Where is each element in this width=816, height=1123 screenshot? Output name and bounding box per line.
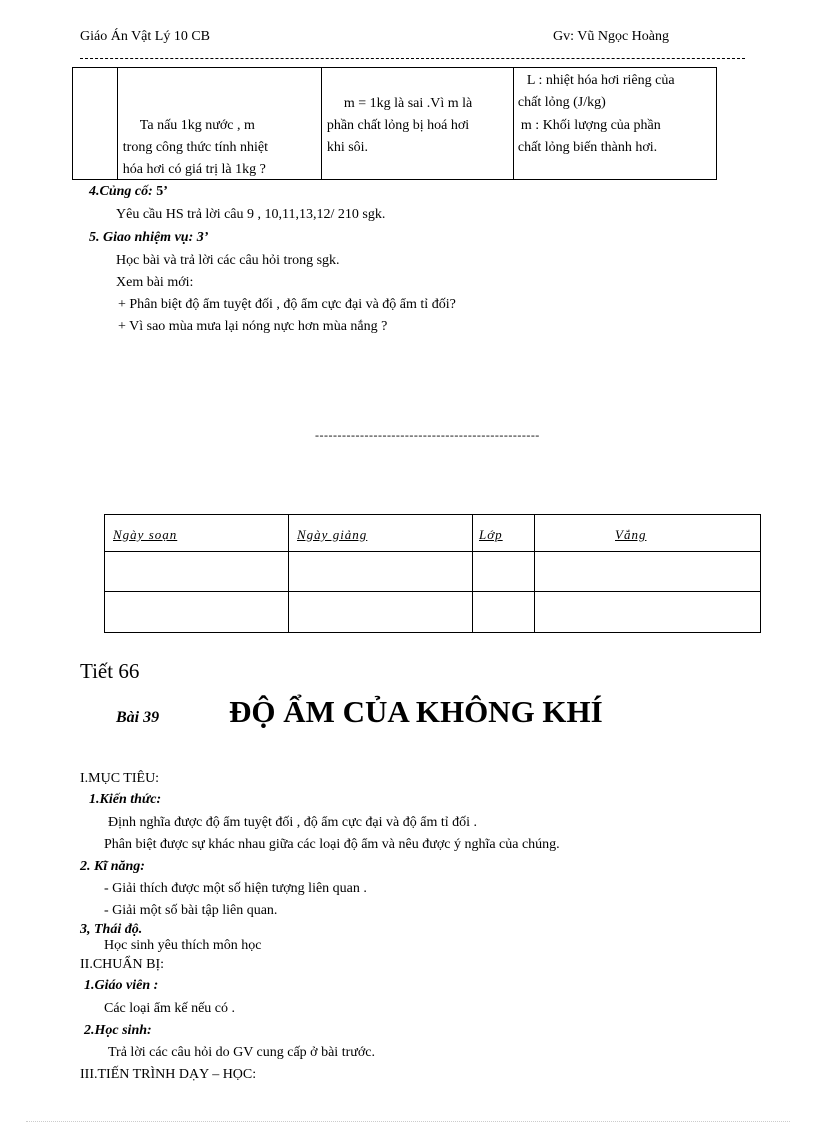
page-bottom-edge: [26, 1121, 790, 1122]
activity-table: [72, 67, 717, 180]
skills-heading: 2. Kĩ năng:: [80, 859, 145, 874]
table-cell-notes: [513, 68, 716, 180]
header-divider: [80, 58, 745, 59]
teacher-text: Các loại ẩm kế nếu có .: [104, 1001, 236, 1016]
table-cell-question: [117, 68, 321, 180]
teacher-heading: 1.Giáo viên :: [84, 978, 159, 993]
process-heading: III.TIẾN TRÌNH DẠY – HỌC:: [80, 1067, 257, 1082]
assignment-line: Xem bài mới:: [116, 275, 194, 290]
objectives-heading: I.MỤC TIÊU:: [80, 771, 160, 786]
assignment-line: Học bài và trả lời các câu hỏi trong sgk.: [116, 253, 340, 268]
schedule-header-prepared: Ngày soạn: [105, 515, 289, 552]
table-row: [105, 551, 761, 592]
student-text: Trả lời các câu hỏi do GV cung cấp ở bài trước.: [108, 1045, 375, 1060]
answer-line-2: phần chất lỏng bị hoá hơi: [326, 118, 470, 133]
student-heading: 2.Học sinh:: [84, 1023, 152, 1038]
schedule-header-absent: Vắng: [535, 515, 761, 552]
question-line-2: trong công thức tính nhiệt: [122, 140, 269, 155]
schedule-table: [104, 514, 761, 633]
skills-line: - Giải một số bài tập liên quan.: [104, 903, 278, 918]
table-cell-answer: [321, 68, 513, 180]
notes-line-1: L : nhiệt hóa hơi riêng của: [526, 73, 675, 88]
table-cell-empty: [73, 68, 118, 180]
consolidation-text: Yêu cầu HS trả lời câu 9 , 10,11,13,12/ 210 sgk.: [116, 207, 386, 222]
header-right: Gv: Vũ Ngọc Hoàng: [553, 29, 670, 44]
knowledge-heading: 1.Kiến thức:: [89, 792, 162, 807]
section-separator: --------------------------------------------------: [315, 428, 540, 442]
table-row: [105, 592, 761, 633]
knowledge-line: Định nghĩa được độ ẩm tuyệt đối , độ ẩm cực đại và độ ẩm tỉ đối .: [108, 815, 478, 830]
schedule-header-taught: Ngày giảng: [289, 515, 473, 552]
lesson-title: ĐỘ ẨM CỦA KHÔNG KHÍ: [229, 694, 603, 729]
attitude-heading: 3, Thái độ.: [80, 922, 143, 937]
answer-line-3: khi sôi.: [326, 140, 369, 155]
schedule-header-class: Lớp: [473, 515, 535, 552]
notes-line-4: chất lỏng biến thành hơi.: [517, 140, 658, 155]
knowledge-line: Phân biệt được sự khác nhau giữa các loại độ ẩm và nêu được ý nghĩa của chúng.: [104, 837, 560, 852]
attitude-text: Học sinh yêu thích môn học: [104, 938, 262, 953]
answer-line-1: m = 1kg là sai .Vì m là: [343, 96, 473, 111]
preparation-heading: II.CHUẨN BỊ:: [80, 957, 164, 972]
assignment-heading: 5. Giao nhiệm vụ: 3’: [89, 230, 209, 245]
lesson-number: Bài 39: [116, 709, 160, 726]
notes-line-3: m : Khối lượng của phần: [520, 118, 661, 133]
assignment-line: + Phân biệt độ ẩm tuyệt đối , độ ẩm cực đại và độ ẩm tỉ đối?: [118, 297, 456, 312]
consolidation-heading: 4.Củng cố: 5’: [89, 184, 168, 199]
header-left: Giáo Án Vật Lý 10 CB: [80, 29, 211, 44]
question-line-1: Ta nấu 1kg nước , m: [139, 118, 255, 133]
notes-line-2: chất lỏng (J/kg): [517, 95, 606, 110]
skills-line: - Giải thích được một số hiện tượng liên quan .: [104, 881, 367, 896]
assignment-line: + Vì sao mùa mưa lại nóng nực hơn mùa nắng ?: [118, 319, 388, 334]
question-line-3: hóa hơi có giá trị là 1kg ?: [122, 162, 266, 177]
lesson-period: Tiết 66: [80, 659, 140, 683]
